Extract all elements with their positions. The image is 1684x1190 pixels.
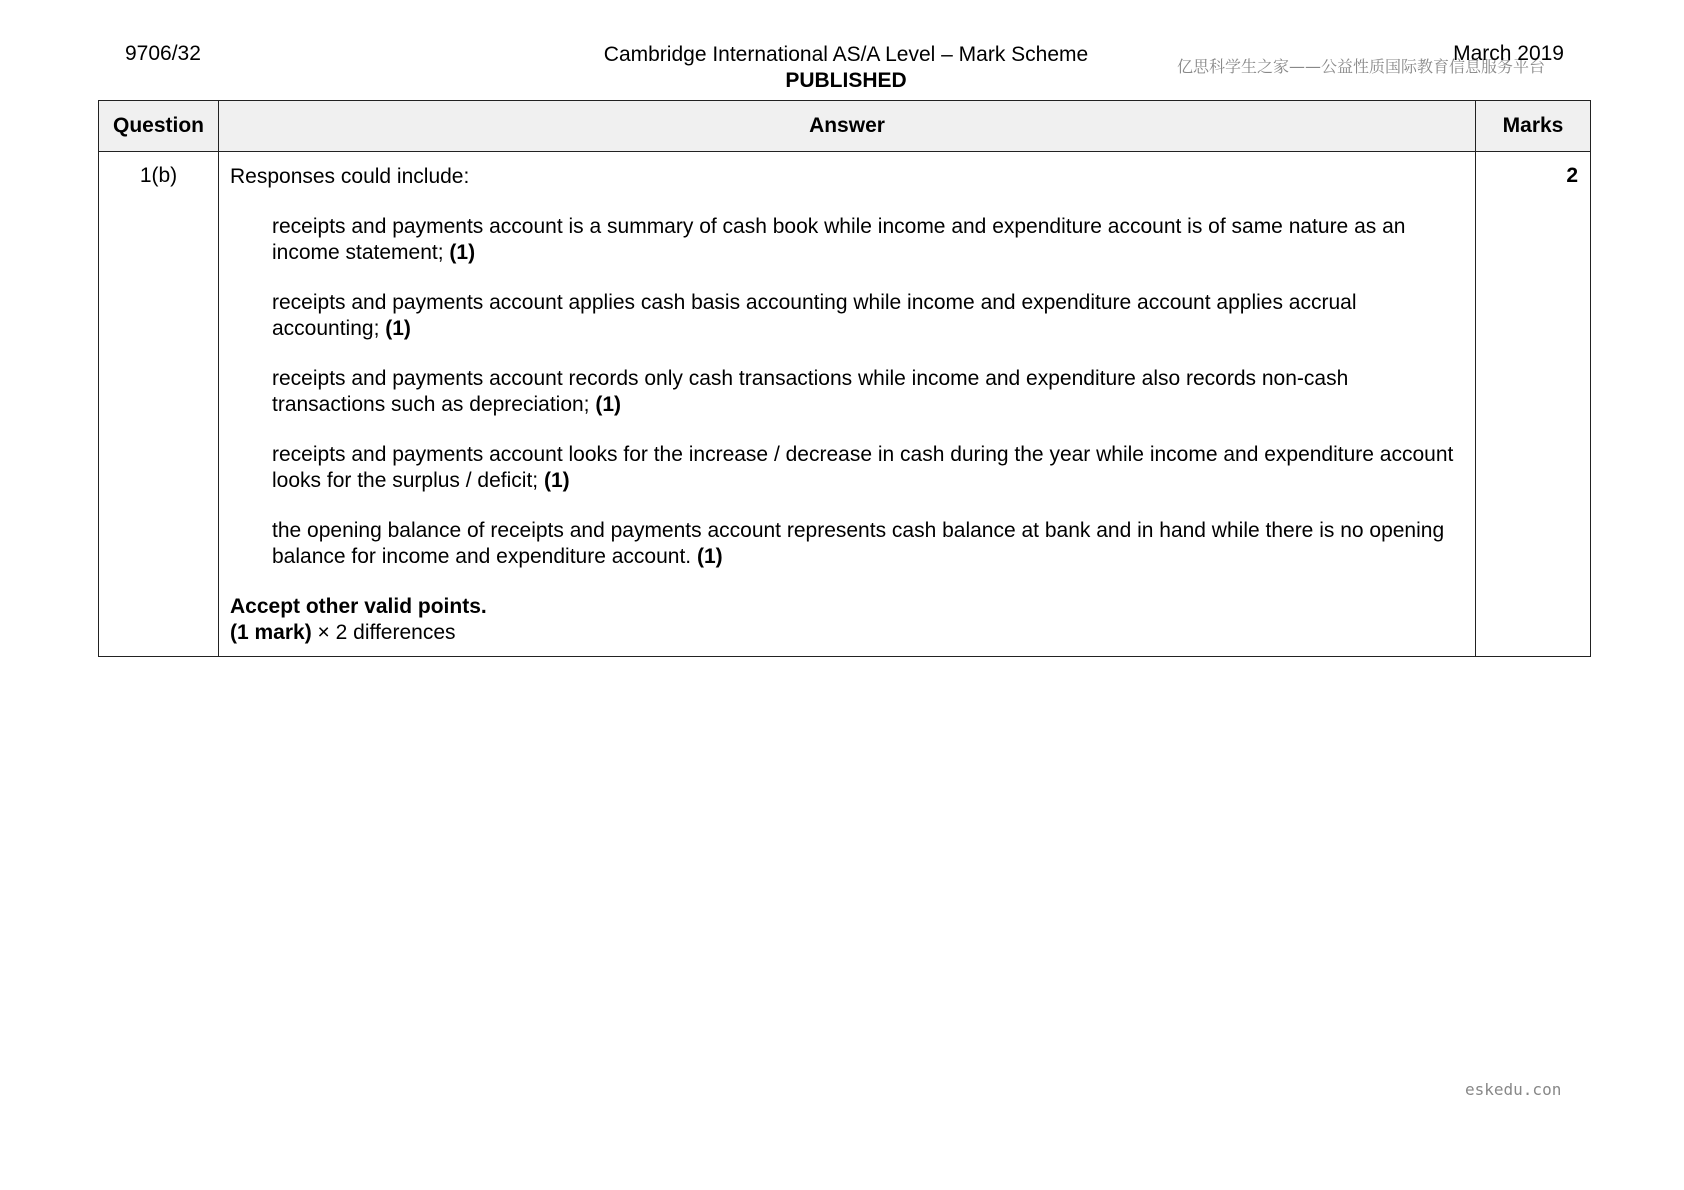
answer-point-text: receipts and payments account records only cash transactions while income and expenditure also records non-cash transactions such as depreciation;: [272, 367, 1349, 416]
table-row: [99, 152, 1591, 657]
answer-point-text: the opening balance of receipts and payments account represents cash balance at bank and in hand while there is no opening balance for income and expenditure account.: [272, 519, 1445, 568]
marks-value: 2: [1476, 152, 1591, 657]
answer-point-mark: (1): [543, 469, 570, 492]
answer-point-text: receipts and payments account is a summary of cash book while income and expenditure account is of same nature as an income statement;: [272, 215, 1406, 264]
mark-allocation: [230, 620, 1461, 646]
answer-point: [272, 214, 1461, 266]
answer-points: [230, 214, 1461, 570]
answer-point: [272, 518, 1461, 570]
answer-point-text: receipts and payments account applies cash basis accounting while income and expenditure account applies accrual accounting;: [272, 291, 1357, 340]
answer-point: [272, 442, 1461, 494]
mark-scheme-table: [98, 100, 1591, 657]
watermark-bottom: eskedu.con: [1465, 1080, 1562, 1099]
mark-allocation-mark: (1 mark): [230, 621, 312, 644]
exam-date: March 2019: [1453, 42, 1564, 65]
question-number: 1(b): [99, 152, 219, 657]
answer-point-mark: (1): [595, 393, 622, 416]
answer-point-mark: (1): [696, 545, 723, 568]
accept-note: Accept other valid points.: [230, 595, 487, 618]
paper-code: 9706/32: [125, 42, 201, 65]
answer-point: [272, 290, 1461, 342]
watermark-top: 亿思科学生之家——公益性质国际教育信息服务平台: [1177, 57, 1546, 76]
mark-allocation-text: × 2 differences: [311, 621, 456, 644]
answer-point-mark: (1): [385, 317, 411, 340]
answer-intro: Responses could include:: [230, 165, 470, 188]
document-title: Cambridge International AS/A Level – Mark Scheme: [603, 43, 1089, 66]
table-header-row: [99, 101, 1591, 152]
column-header-marks: Marks: [1476, 101, 1591, 152]
answer-point-mark: (1): [449, 241, 476, 264]
published-label: PUBLISHED: [785, 69, 907, 92]
answer-point-text: receipts and payments account looks for the increase / decrease in cash during the year while income and expenditure account looks for the surplus / deficit;: [272, 443, 1454, 492]
answer-cell: [219, 152, 1476, 657]
column-header-question: Question: [99, 101, 219, 152]
answer-point: [272, 366, 1461, 418]
column-header-answer: Answer: [219, 101, 1476, 152]
document-title-block: [500, 42, 1192, 94]
